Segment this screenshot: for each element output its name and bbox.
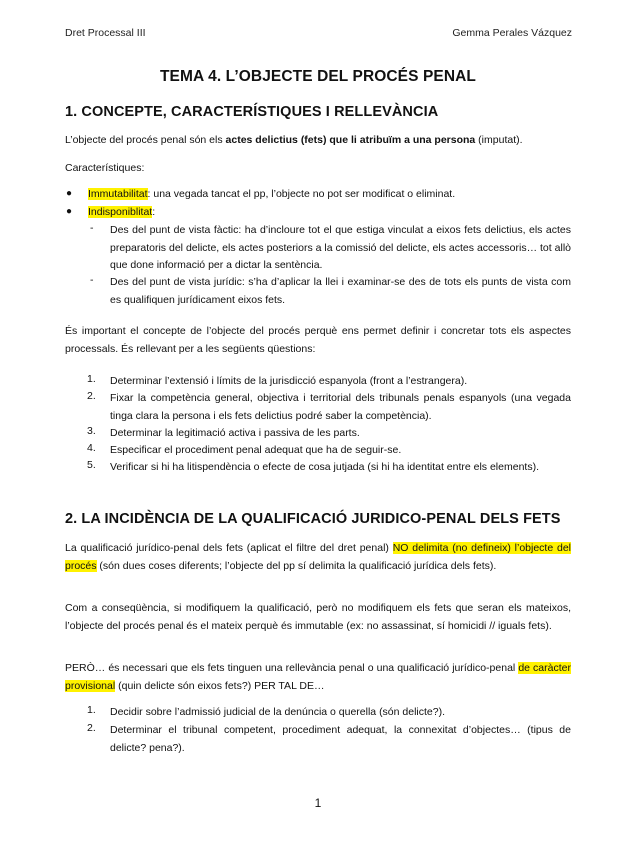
intro-pre: L’objecte del procés penal són els bbox=[65, 134, 226, 146]
p3-highlight: de caràcter provisional bbox=[65, 662, 571, 692]
section2-p1 bbox=[65, 540, 571, 575]
p1-post: (són dues coses diferents; l’objecte del pp sí delimita la qualificació jurídica dels fets). bbox=[96, 559, 497, 572]
header-author: Gemma Perales Vázquez bbox=[452, 27, 572, 39]
bullet-icon: ● bbox=[66, 188, 73, 199]
dash-icon: - bbox=[90, 274, 94, 286]
page-title: TEMA 4. L’OBJECTE DEL PROCÉS PENAL bbox=[159, 68, 477, 85]
p1-highlight: NO delimita (no defineix) l’objecte del procés bbox=[65, 542, 571, 572]
list-item: Fixar la competència general, objectiva i territorial dels tribunals penals espanyols (una vegada tinga clara la persona i els fets delictius podré saber la competència). bbox=[110, 392, 571, 422]
list-item: Especificar el procediment penal adequat que ha de seguir-se. bbox=[110, 444, 402, 456]
section2-heading: 2. LA INCIDÈNCIA DE LA QUALIFICACIÓ JURIDICO-PENAL DELS FETS bbox=[65, 511, 561, 527]
list-item: Determinar l’extensió i límits de la jurisdicció espanyola (front a l’estrangera). bbox=[110, 375, 468, 387]
bullet-icon: ● bbox=[66, 206, 73, 217]
section1-intro bbox=[65, 132, 571, 150]
section2-p2: Com a conseqüència, si modifiquem la qualificació, però no modifiquem els fets que seran els mateixos, l’objecte del procés penal és el mateix perquè és immutable (ex: no assassinat, sí homicidi // iguals fets). bbox=[65, 602, 571, 632]
bullet-term: Immutabilitat bbox=[88, 188, 148, 200]
p1-pre: La qualificació jurídico-penal dels fets (aplicat el filtre del dret penal) bbox=[65, 542, 393, 554]
list-item: Determinar el tribunal competent, procediment adequat, la connexitat d’objectes… (tipus de delicte? pena?). bbox=[110, 724, 571, 754]
bullet-immutabilitat bbox=[88, 186, 571, 204]
list-item: Verificar si hi ha litispendència o efecte de cosa jutjada (si hi ha identitat entre els elements). bbox=[110, 461, 539, 473]
list-number: 5. bbox=[87, 459, 96, 471]
list-number: 3. bbox=[87, 425, 96, 437]
p3-pre: PERÒ… és necessari que els fets tinguen una rellevància penal o una qualificació jurídico-penal bbox=[65, 662, 519, 674]
dash-icon: - bbox=[90, 222, 94, 234]
list-number: 2. bbox=[87, 390, 96, 402]
intro-post: (imputat). bbox=[475, 134, 523, 146]
bullet-indisponibilitat bbox=[88, 204, 571, 222]
list-item: Determinar la legitimació activa i passiva de les parts. bbox=[110, 427, 360, 439]
page-number: 1 bbox=[314, 796, 322, 810]
list-number: 4. bbox=[87, 442, 96, 454]
subitem-juridic: Des del punt de vista jurídic: s’ha d’aplicar la llei i examinar-se des de tots els punts de vista com es qualifiquen jurídicament eixos fets. bbox=[110, 276, 571, 306]
header-course: Dret Processal III bbox=[65, 27, 146, 39]
list-number: 1. bbox=[87, 704, 96, 716]
intro-bold: actes delictius (fets) que li atribuïm a una persona bbox=[225, 134, 476, 146]
list-item: Decidir sobre l’admissió judicial de la denúncia o querella (són delicte?). bbox=[110, 706, 446, 718]
list-number: 1. bbox=[87, 373, 96, 385]
section1-heading: 1. CONCEPTE, CARACTERÍSTIQUES I RELLEVÀNCIA bbox=[65, 104, 439, 120]
section2-p3 bbox=[65, 660, 571, 695]
list-number: 2. bbox=[87, 722, 96, 734]
bullet-text: : una vegada tancat el pp, l’objecte no pot ser modificat o eliminat. bbox=[147, 188, 456, 200]
importance-paragraph: És important el concepte de l’objecte del procés perquè ens permet definir i concretar tots els aspectes processals. És rellevant per a les següents qüestions: bbox=[65, 325, 571, 355]
caract-label: Característiques: bbox=[65, 162, 145, 174]
subitem-factic: Des del punt de vista fàctic: ha d’incloure tot el que estiga vinculat a eixos fets delictius, els actes preparatoris del delicte, els actes posteriors a la comissió del delicte, els actes accessoris… tot allò que done informació per a dictar la sentència. bbox=[110, 224, 571, 271]
bullet-term: Indisponiblitat bbox=[88, 206, 153, 218]
bullet-text: : bbox=[152, 206, 156, 218]
p3-post: (quin delicte són eixos fets?) PER TAL DE… bbox=[115, 679, 325, 692]
